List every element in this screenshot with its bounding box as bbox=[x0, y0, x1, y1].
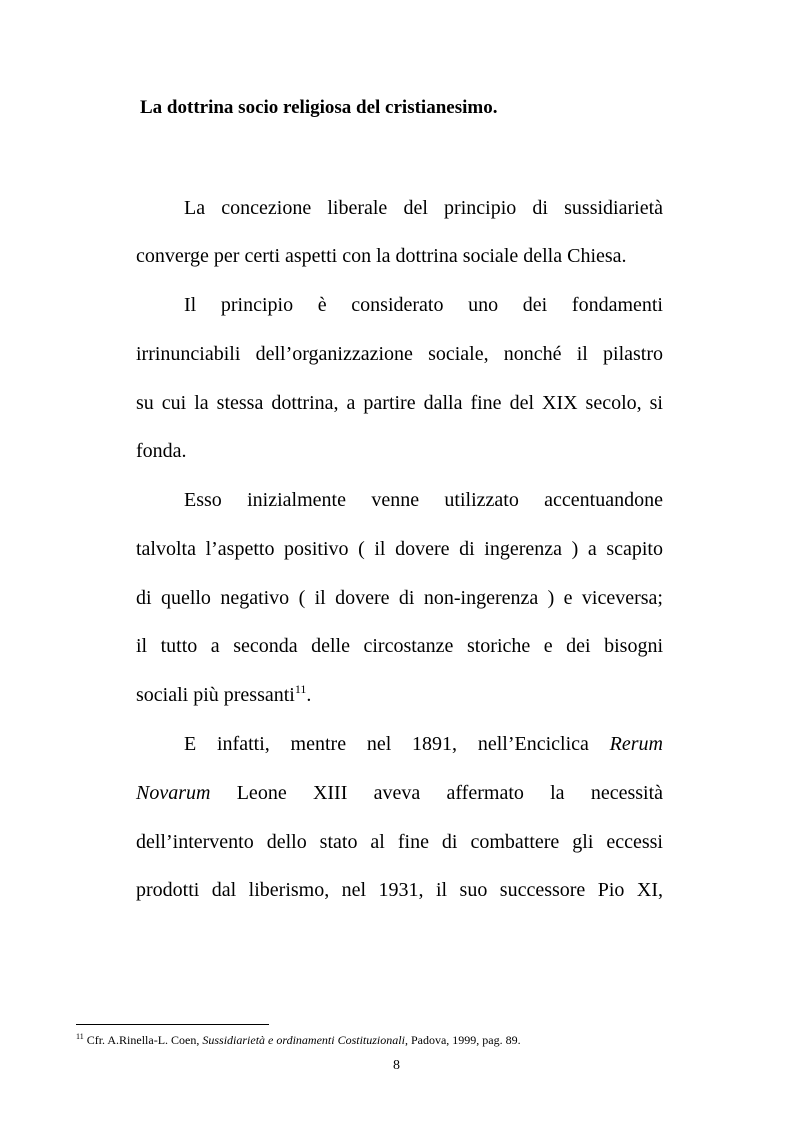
body-line: il tutto a seconda delle circostanze storiche e dei bisogni bbox=[136, 635, 663, 657]
body-line-text: sociali più pressanti bbox=[136, 684, 295, 706]
footnote-book-title: Sussidiarietà e ordinamenti Costituzionali bbox=[202, 1033, 405, 1047]
footnote-prefix: Cfr. A.Rinella-L. Coen, bbox=[83, 1033, 203, 1047]
footnote-suffix: , Padova, 1999, pag. 89. bbox=[404, 1033, 521, 1047]
body-line-text: Leone XIII aveva affermato la necessità bbox=[236, 782, 664, 804]
body-line bbox=[184, 731, 663, 757]
page-number: 8 bbox=[393, 1058, 400, 1073]
body-line: irrinunciabili dell’organizzazione sociale, nonché il pilastro bbox=[136, 343, 663, 365]
footnote-divider bbox=[76, 1024, 269, 1025]
body-line: di quello negativo ( il dovere di non-ingerenza ) e viceversa; bbox=[136, 587, 663, 609]
body-line bbox=[136, 682, 663, 708]
body-line: Il principio è considerato uno dei fondamenti bbox=[184, 294, 663, 316]
encyclical-title-part: Novarum bbox=[136, 782, 211, 804]
body-line: dell’intervento dello stato al fine di combattere gli eccessi bbox=[136, 831, 663, 853]
period: . bbox=[306, 684, 312, 706]
body-line-text: E infatti, mentre nel 1891, nell’Enciclica bbox=[184, 733, 589, 755]
body-line: talvolta l’aspetto positivo ( il dovere di ingerenza ) a scapito bbox=[136, 538, 663, 560]
body-line: La concezione liberale del principio di sussidiarietà bbox=[184, 197, 663, 219]
body-line: prodotti dal liberismo, nel 1931, il suo successore Pio XI, bbox=[136, 879, 663, 901]
body-line: converge per certi aspetti con la dottrina sociale della Chiesa. bbox=[136, 245, 627, 267]
footnote bbox=[76, 1033, 521, 1048]
footnote-reference[interactable]: 11 bbox=[294, 682, 307, 696]
encyclical-title-part: Rerum bbox=[609, 733, 663, 755]
body-line: fonda. bbox=[136, 440, 187, 462]
section-heading: La dottrina socio religiosa del cristianesimo. bbox=[140, 97, 498, 118]
footnote-number: 11 bbox=[76, 1032, 84, 1041]
body-line: su cui la stessa dottrina, a partire dalla fine del XIX secolo, si bbox=[136, 392, 663, 414]
body-line: Esso inizialmente venne utilizzato accentuandone bbox=[184, 489, 663, 511]
body-line bbox=[136, 780, 663, 806]
